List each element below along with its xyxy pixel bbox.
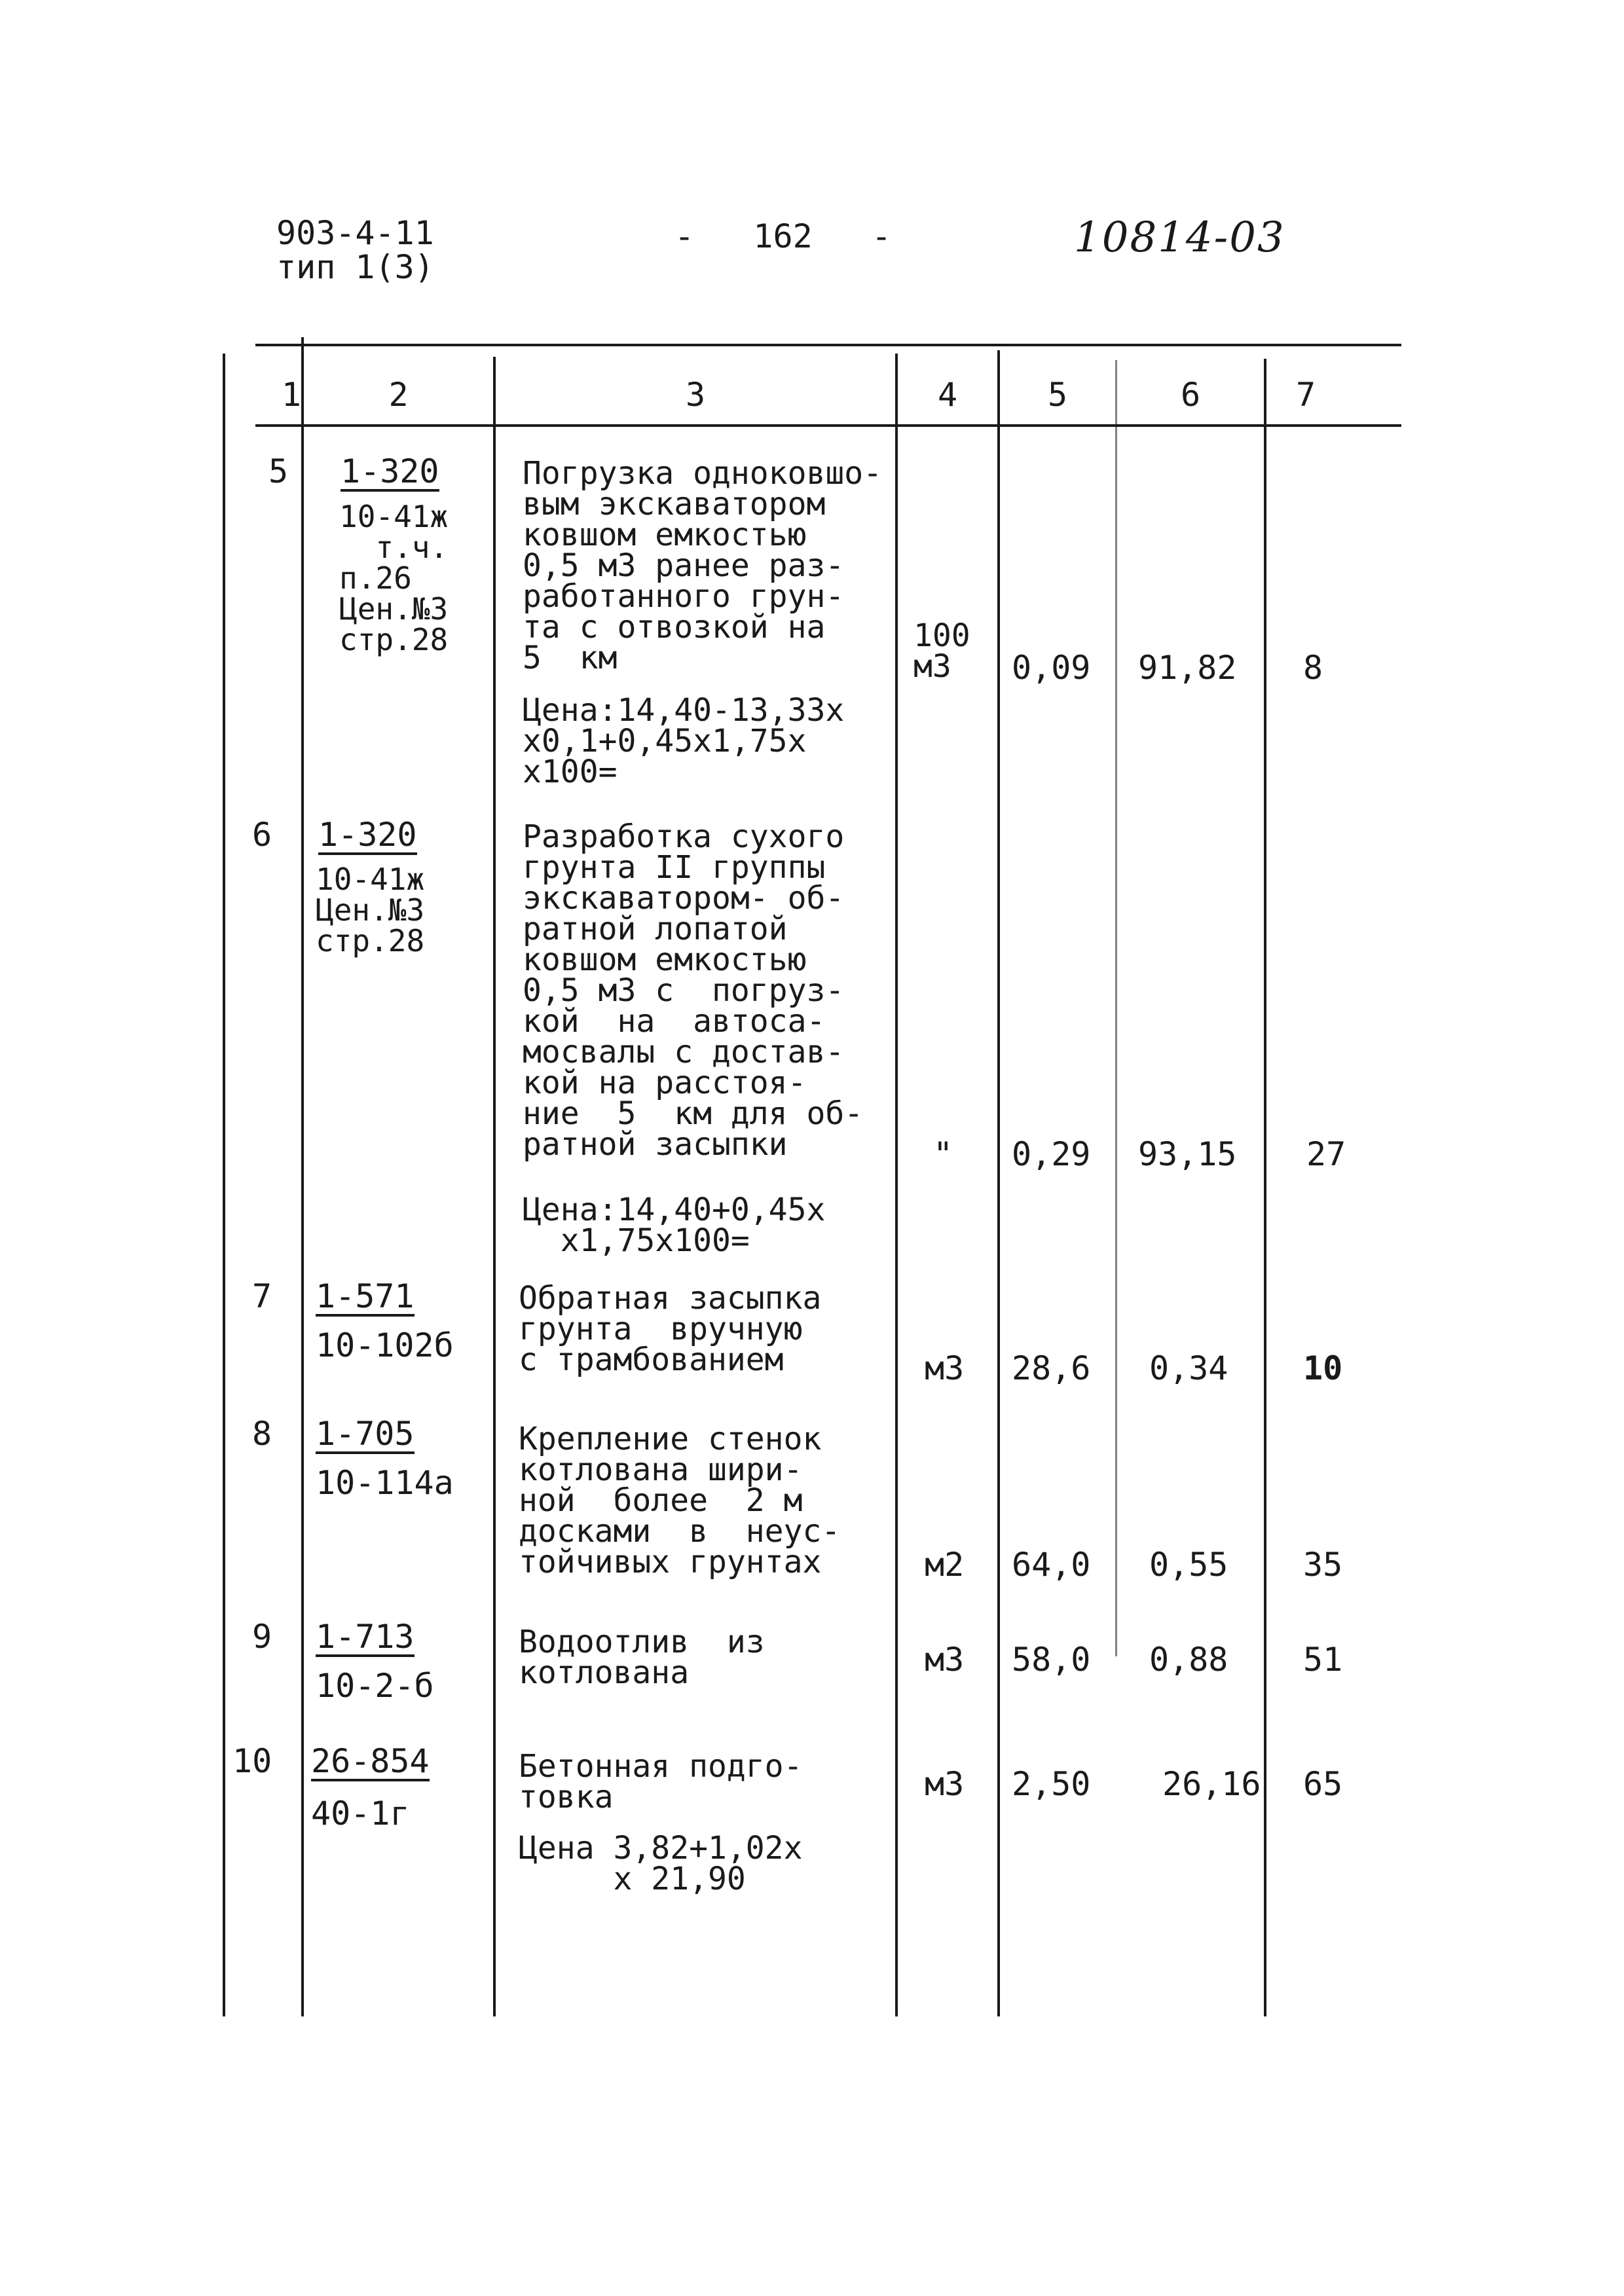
total-cost: 35 (1303, 1546, 1343, 1584)
unit: м3 (925, 1765, 965, 1803)
doc-code: 903-4-11 (276, 214, 434, 252)
row-number: 7 (252, 1277, 272, 1315)
quantity: 28,6 (1012, 1349, 1091, 1387)
row-number: 8 (252, 1415, 272, 1453)
row-number: 9 (252, 1618, 272, 1656)
work-description: Бетонная подго- товка (519, 1748, 803, 1815)
col-header-3: 3 (685, 376, 706, 414)
unit-ditto-mark: " (933, 1135, 953, 1173)
header-rule (255, 424, 1401, 427)
quantity: 58,0 (1012, 1641, 1091, 1679)
unit: м3 (925, 1349, 965, 1387)
work-description: Разработка сухого грунта II группы экскаватором- об- ратной лопатой ковшом емкостью 0,5 м3 с погруз- кой на автоса- мосвалы с достав- кой на расстоя- ние 5 км для об- ратной засыпки (523, 818, 864, 1163)
price-calculation: Цена 3,82+1,02х х 21,90 (519, 1830, 803, 1897)
total-cost: 51 (1303, 1641, 1343, 1679)
norm-reference: 10-41ж т.ч. п.26 Цен.№3 стр.28 (339, 499, 449, 657)
unit: м3 (925, 1641, 965, 1679)
col-divider-6 (1264, 359, 1266, 2016)
work-description: Крепление стенок котлована шири- ной более 2 м досками в неус- тойчивых грунтах (519, 1421, 841, 1580)
norm-code: 1-571 (316, 1277, 415, 1315)
work-description: Обратная засыпка грунта вручную с трамбованием (519, 1280, 822, 1378)
top-rule (255, 344, 1401, 346)
doc-type: тип 1(3) (276, 248, 434, 286)
norm-code: 1-320 (341, 452, 439, 490)
quantity: 64,0 (1012, 1546, 1091, 1584)
unit-price: 26,16 (1162, 1765, 1261, 1803)
price-calculation: Цена:14,40-13,33х х0,1+0,45х1,75х х100= (523, 692, 845, 790)
page-number: - 162 - (674, 217, 892, 255)
col-header-2: 2 (388, 376, 409, 414)
price-calculation: Цена:14,40+0,45х х1,75х100= (523, 1192, 826, 1259)
unit: 100 м3 (913, 617, 970, 685)
quantity: 2,50 (1012, 1765, 1091, 1803)
col-divider-5 (1115, 360, 1117, 1656)
col-header-7: 7 (1295, 376, 1316, 414)
norm-code: 26-854 (311, 1742, 430, 1780)
handwritten-number: 10814-03 (1074, 213, 1285, 262)
row-number: 6 (252, 816, 272, 854)
total-cost: 65 (1303, 1765, 1343, 1803)
col-divider-2 (493, 357, 496, 2016)
row-number: 10 (232, 1742, 272, 1780)
total-cost: 10 (1303, 1349, 1343, 1387)
norm-reference: 10-41ж Цен.№3 стр.28 (316, 862, 425, 958)
col-header-5: 5 (1047, 376, 1068, 414)
unit: м2 (925, 1546, 965, 1584)
unit-price: 93,15 (1138, 1135, 1237, 1173)
norm-code: 1-713 (316, 1618, 415, 1656)
norm-reference: 40-1г (311, 1795, 410, 1832)
unit-price: 0,88 (1149, 1641, 1228, 1679)
col-divider-1 (301, 337, 304, 2016)
col-header-6: 6 (1180, 376, 1201, 414)
left-border (223, 354, 225, 2016)
work-description: Погрузка одноковшо- вым экскаватором ковшом емкостью 0,5 м3 ранее раз- работанного грун- та с отвозкой на 5 км (523, 455, 883, 676)
row-number: 5 (268, 452, 289, 490)
col-header-4: 4 (937, 376, 958, 414)
work-description: Водоотлив из котлована (519, 1624, 765, 1691)
unit-price: 0,34 (1149, 1349, 1228, 1387)
total-cost: 8 (1303, 649, 1323, 687)
col-divider-4 (997, 350, 1000, 2016)
norm-code: 1-320 (318, 816, 417, 854)
quantity: 0,09 (1012, 649, 1091, 687)
total-cost: 27 (1306, 1135, 1346, 1173)
unit-price: 0,55 (1149, 1546, 1228, 1584)
quantity: 0,29 (1012, 1135, 1091, 1173)
unit-price: 91,82 (1138, 649, 1237, 687)
norm-reference: 10-102б (316, 1326, 454, 1364)
norm-reference: 10-2-б (316, 1667, 434, 1705)
norm-reference: 10-114а (316, 1464, 454, 1502)
col-divider-3 (895, 354, 898, 2016)
col-header-1: 1 (281, 376, 301, 414)
norm-code: 1-705 (316, 1415, 415, 1453)
